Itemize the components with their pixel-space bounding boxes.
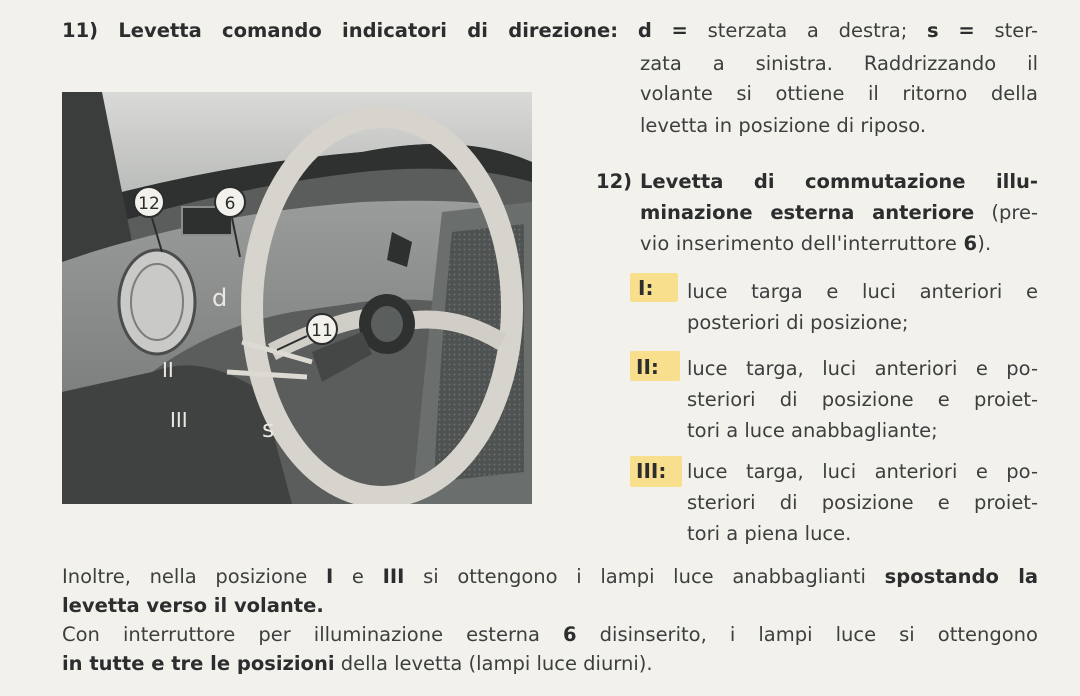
item-12-title-line-1: Levetta di commutazione illu-	[640, 170, 1038, 193]
switch-ref-6: 6	[563, 623, 577, 646]
position-ref-III: III	[382, 565, 405, 588]
svg-text:11: 11	[311, 321, 333, 341]
equals-sign: =	[671, 19, 688, 42]
item-11-line-2: zata a sinistra. Raddrizzando il	[640, 52, 1038, 75]
position-III-desc-line: luce targa, luci anteriori e po-	[687, 460, 1038, 483]
item-12-title-bold: minazione esterna anteriore	[640, 201, 975, 224]
dashboard-photo	[62, 92, 532, 504]
letter-s: s	[262, 415, 275, 443]
item-12-line-3: vio inserimento dell'interruttore 6).	[640, 232, 992, 255]
footer-paragraph-2-line-2: in tutte e tre le posizioni della levetta (lampi luce diurni).	[62, 652, 653, 675]
switch-number: 6	[963, 232, 978, 255]
item-12-number: 12)	[596, 170, 633, 193]
position-II-desc-line: steriori di posizione e proiet-	[687, 388, 1038, 411]
callout-11	[307, 314, 337, 344]
letter-II: II	[162, 358, 174, 382]
position-I-desc-line: luce targa e luci anteriori e	[687, 280, 1038, 303]
item-11-title: 11) Levetta comando indicatori di direzione:	[62, 19, 619, 42]
footer-paragraph-1-line-2: levetta verso il volante.	[62, 594, 324, 617]
letter-d: d	[212, 284, 228, 312]
position-II-desc-line: tori a luce anabbagliante;	[687, 419, 938, 442]
left-turn-text: ster-	[994, 19, 1039, 42]
item-12-title-line-2	[640, 201, 1038, 225]
svg-text:6: 6	[224, 194, 236, 214]
callout-6	[215, 187, 245, 217]
footer-paragraph-2-line-1: Con interruttore per illuminazione esterna 6 disinserito, i lampi luce si ottengono	[62, 623, 1038, 646]
direction-d-label: d	[637, 19, 652, 42]
item-11-header	[62, 19, 1038, 43]
position-III-desc-line: tori a piena luce.	[687, 522, 852, 545]
position-III-label: III:	[636, 459, 667, 483]
position-III-desc-line: steriori di posizione e proiet-	[687, 491, 1038, 514]
item-12-note: (pre-	[991, 201, 1038, 224]
right-turn-text: sterzata a destra;	[707, 19, 908, 42]
footer-paragraph-1-line-1: Inoltre, nella posizione I e III si ottengono i lampi luce anabbaglianti spostando la	[62, 565, 1039, 588]
position-II-desc-line: luce targa, luci anteriori e po-	[687, 357, 1038, 380]
item-11-line-3: volante si ottiene il ritorno della	[640, 82, 1038, 105]
direction-s-label: s	[927, 19, 939, 42]
equals-sign: =	[958, 19, 975, 42]
letter-III: III	[170, 408, 188, 432]
position-I-label: I:	[638, 276, 654, 300]
position-ref-I: I	[325, 565, 334, 588]
item-11-line-4: levetta in posizione di riposo.	[640, 114, 927, 137]
svg-text:12: 12	[138, 194, 160, 214]
callout-12	[134, 187, 164, 217]
position-II-label: II:	[636, 355, 659, 379]
position-I-desc-line: posteriori di posizione;	[687, 311, 909, 334]
